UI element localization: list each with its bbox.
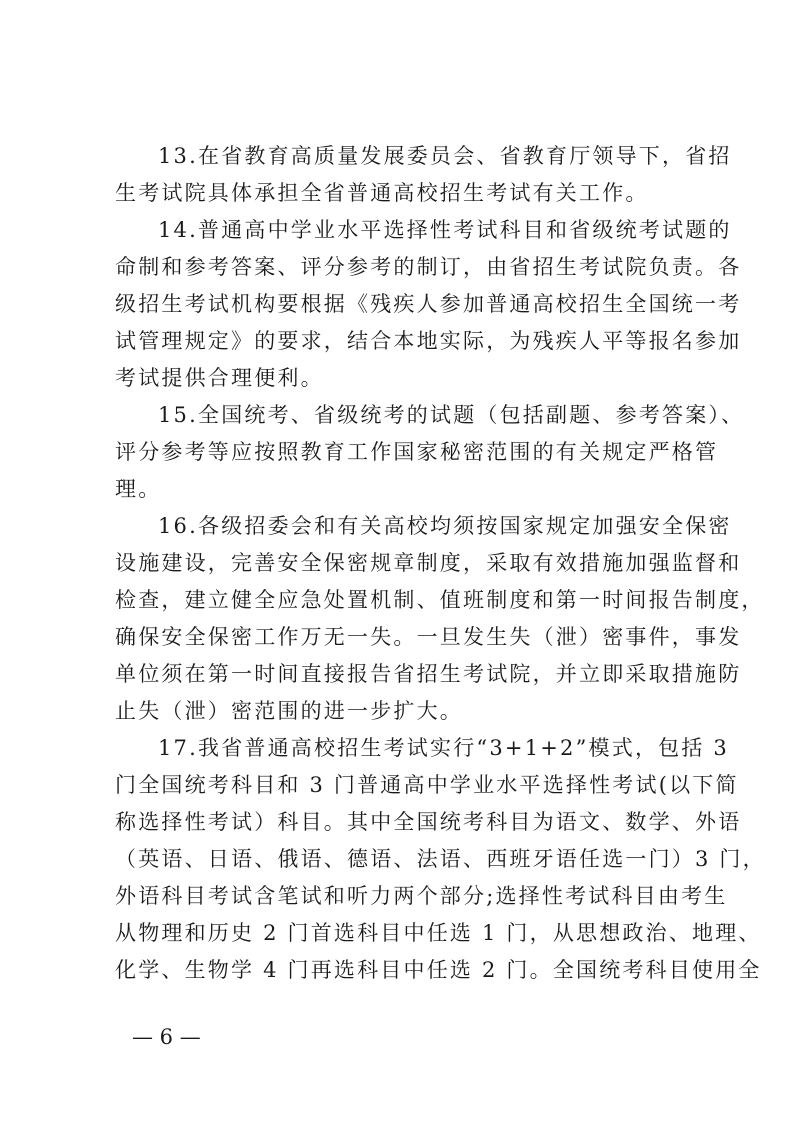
paragraph-16 bbox=[115, 508, 765, 730]
paragraph-line: 止失（泄）密范围的进一步扩大。 bbox=[115, 699, 463, 723]
paragraph-13 bbox=[115, 138, 732, 212]
paragraph-line: 13.在省教育高质量发展委员会、省教育厅领导下，省招 bbox=[158, 144, 732, 168]
document-body bbox=[115, 138, 766, 989]
paragraph-line: 试管理规定》的要求，结合本地实际，为残疾人平等报名参加 bbox=[115, 329, 742, 353]
paragraph-line: 确保安全保密工作万无一失。一旦发生失（泄）密事件，事发 bbox=[115, 625, 742, 649]
paragraph-line: 14.普通高中学业水平选择性考试科目和省级统考试题的 bbox=[158, 218, 732, 242]
paragraph-17 bbox=[115, 730, 766, 989]
paragraph-line: 检查，建立健全应急处置机制、值班制度和第一时间报告制度， bbox=[115, 588, 765, 612]
paragraph-14 bbox=[115, 212, 742, 397]
paragraph-line: 17.我省普通高校招生考试实行“3+1+2”模式，包括 3 bbox=[158, 736, 729, 760]
paragraph-line: 单位须在第一时间直接报告省招生考试院，并立即采取措施防 bbox=[115, 662, 742, 686]
paragraph-line: （英语、日语、俄语、德语、法语、西班牙语任选一门）3 门， bbox=[115, 847, 766, 871]
paragraph-line: 理。 bbox=[115, 477, 162, 501]
paragraph-15 bbox=[115, 397, 745, 508]
paragraph-line: 16.各级招委会和有关高校均须按国家规定加强安全保密 bbox=[158, 514, 732, 538]
paragraph-line: 外语科目考试含笔试和听力两个部分;选择性考试科目由考生 bbox=[115, 884, 728, 908]
paragraph-line: 化学、生物学 4 门再选科目中任选 2 门。全国统考科目使用全 bbox=[115, 958, 762, 982]
page-number: — 6 — bbox=[132, 1025, 201, 1049]
paragraph-line: 命制和参考答案、评分参考的制订，由省招生考试院负责。各 bbox=[115, 255, 742, 279]
paragraph-line: 从物理和历史 2 门首选科目中任选 1 门，从思想政治、地理、 bbox=[115, 921, 762, 945]
paragraph-line: 评分参考等应按照教育工作国家秘密范围的有关规定严格管 bbox=[115, 440, 719, 464]
paragraph-line: 设施建设，完善安全保密规章制度，采取有效措施加强监督和 bbox=[115, 551, 742, 575]
paragraph-line: 门全国统考科目和 3 门普通高中学业水平选择性考试(以下简 bbox=[115, 773, 739, 797]
paragraph-line: 生考试院具体承担全省普通高校招生考试有关工作。 bbox=[115, 181, 649, 205]
paragraph-line: 15.全国统考、省级统考的试题（包括副题、参考答案）、 bbox=[158, 403, 745, 427]
paragraph-line: 称选择性考试）科目。其中全国统考科目为语文、数学、外语 bbox=[115, 810, 742, 834]
paragraph-line: 级招生考试机构要根据《残疾人参加普通高校招生全国统一考 bbox=[115, 292, 742, 316]
paragraph-line: 考试提供合理便利。 bbox=[115, 366, 324, 390]
